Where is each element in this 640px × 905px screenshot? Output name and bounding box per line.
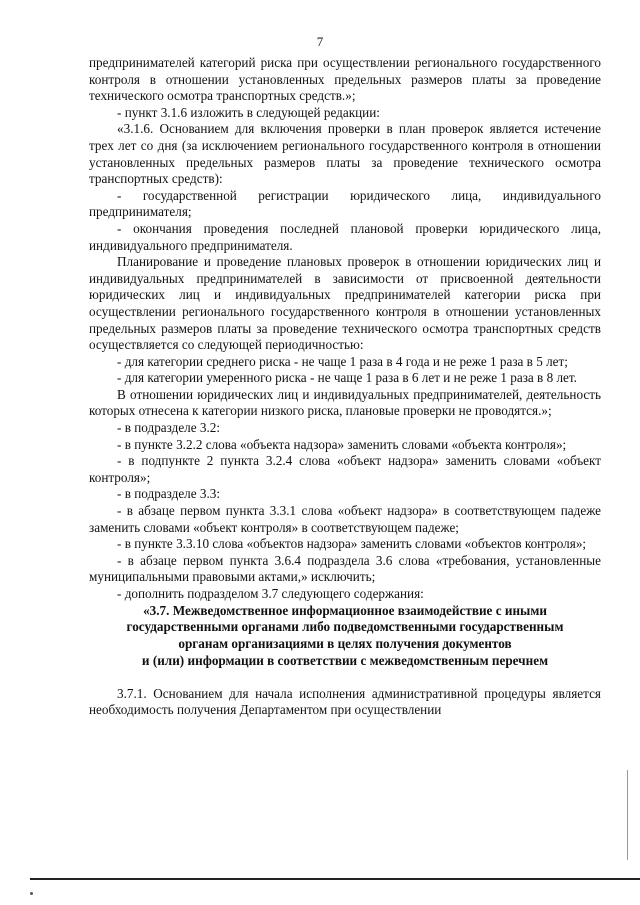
section-heading [89, 603, 601, 670]
paragraph: «3.1.6. Основанием для включения проверки в план проверок является истечение трех лет со дня (за исключением регионального государственного контроля в отношении установленных предельных размеров платы за проведение технического осмотра транспортных средств): [89, 121, 601, 187]
paragraph: - для категории умеренного риска - не чаще 1 раза в 6 лет и не реже 1 раза в 8 лет. [117, 370, 577, 386]
heading-line: и (или) информации в соответствии с межведомственным перечнем [141, 652, 549, 668]
paragraph: - государственной регистрации юридического лица, индивидуального предпринимателя; [89, 187, 601, 220]
page-number: 7 [316, 34, 324, 49]
paragraph: В отношении юридических лиц и индивидуальных предпринимателей, деятельность которых отнесена к категории низкого риска, плановые проверки не проводятся.»; [89, 386, 601, 419]
page-bottom-rule [30, 878, 640, 880]
paragraph: - в подразделе 3.2: [117, 420, 221, 436]
paragraph: - дополнить подразделом 3.7 следующего содержания: [117, 586, 424, 601]
scan-edge-mark [627, 770, 628, 860]
heading-line: государственными органами либо подведомственными государственным [126, 619, 564, 635]
paragraph: - в подпункте 2 пункта 3.2.4 слова «объект надзора» заменить словами «объект контроля»; [89, 453, 601, 485]
paragraph: - пункт 3.1.6 изложить в следующей редакции: [117, 104, 380, 120]
paragraph: - для категории среднего риска - не чаще 1 раза в 4 года и не реже 1 раза в 5 лет; [117, 353, 568, 369]
paragraph: - в пункте 3.2.2 слова «объекта надзора» заменить словами «объекта контроля»; [117, 436, 567, 452]
scan-dot [30, 892, 33, 895]
paragraph: - окончания проведения последней плановой проверки юридического лица, индивидуального предпринимателя. [89, 220, 601, 253]
paragraph: Планирование и проведение плановых проверок в отношении юридических лиц и индивидуальных предпринимателей в зависимости от присвоенной деятельности юридических лиц и индивидуальных предпринимателей категории риска при осуществлении регионального государственного контроля в отношении установленных предельных размеров платы за проведение технического осмотра транспортных средств осуществляется со следующей периодичностью: [89, 254, 601, 353]
paragraph: 3.7.1. Основанием для начала исполнения административной процедуры является необходимость получения Департаментом при осуществлении [89, 685, 601, 718]
spacer [89, 670, 601, 686]
paragraph: - в подразделе 3.3: [117, 486, 221, 502]
heading-line: органам организациями в целях получения документов [178, 636, 512, 652]
paragraph: - в абзаце первом пункта 3.3.1 слова «объект надзора» в соответствующем падеже заменить словами «объект контроля» в соответствующем падеже; [89, 503, 601, 535]
paragraph: предпринимателей категорий риска при осуществлении регионального государственного контроля в отношении установленных предельных размеров платы за проведение технического осмотра транспортных средств.»; [89, 55, 601, 104]
paragraph: - в абзаце первом пункта 3.6.4 подраздела 3.6 слова «требования, установленные муниципальными правовыми актами,» исключить; [89, 552, 601, 585]
document-body [89, 55, 601, 719]
paragraph: - в пункте 3.3.10 слова «объектов надзора» заменить словами «объектов контроля»; [117, 536, 587, 552]
heading-line: «3.7. Межведомственное информационное взаимодействие с иными [143, 602, 547, 618]
